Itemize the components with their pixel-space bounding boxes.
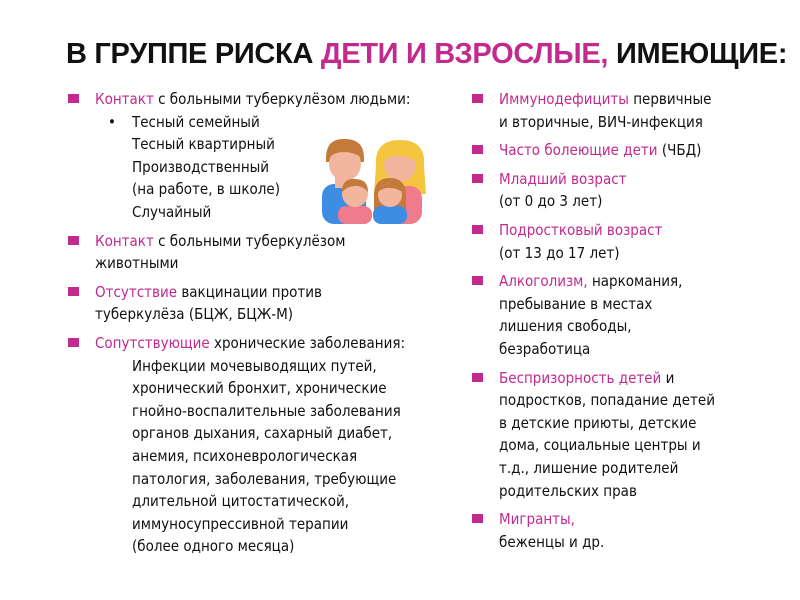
sub-item: иммуносупрессивной терапии [132, 514, 349, 533]
item-highlight: Подростковый возраст [499, 220, 663, 239]
item-highlight: Часто болеющие дети [499, 141, 658, 160]
item-highlight: Беспризорность детей [499, 368, 662, 387]
right-column [470, 88, 795, 559]
title-part1: В ГРУППЕ РИСКА [66, 38, 321, 70]
item-homelessness [470, 367, 795, 503]
item-young-age [470, 168, 795, 213]
sub-item: гнойно-воспалительные заболевания [132, 401, 401, 420]
girl-body [373, 206, 407, 224]
item-line: животными [95, 254, 179, 273]
item-text: и [661, 368, 675, 387]
sub-item-bullet: • Тесный семейный [95, 111, 456, 134]
item-no-vaccination [66, 281, 456, 326]
item-line: (от 13 до 17 лет) [499, 243, 620, 262]
item-alcoholism [470, 270, 795, 360]
item-text: вакцинации против [177, 282, 322, 301]
item-text: с больными туберкулёзом людьми: [153, 90, 411, 108]
sub-item: хронический бронхит, хронические [132, 379, 387, 398]
item-line: родительских прав [499, 481, 637, 500]
item-highlight: Отсутствие [95, 282, 178, 301]
item-highlight: Мигранты, [499, 510, 575, 529]
item-teen-age [470, 219, 795, 264]
sub-item: патология, заболевания, требующие [132, 469, 397, 488]
item-highlight: Контакт [95, 90, 154, 108]
item-highlight: Алкоголизм, [499, 272, 588, 291]
item-line: беженцы и др. [499, 532, 605, 551]
sub-item: (более одного месяца) [132, 537, 295, 556]
item-line: туберкулёза (БЦЖ, БЦЖ-М) [95, 305, 294, 324]
item-line: пребывание в местах [499, 294, 653, 313]
sub-item: (на работе, в школе) [132, 180, 280, 199]
item-text: хронические заболевания: [209, 333, 406, 352]
title-part2: ИМЕЮЩИЕ: [608, 38, 788, 70]
item-highlight: Контакт [95, 231, 154, 250]
item-text: первичные [628, 90, 712, 108]
sub-item: анемия, психоневрологическая [132, 446, 358, 465]
item-line: и вторичные, ВИЧ-инфекция [499, 112, 703, 131]
item-line: дома, социальные центры и [499, 436, 701, 455]
item-line: лишения свободы, [499, 317, 632, 336]
sub-item: длительной цитостатической, [132, 492, 350, 511]
sub-item: Случайный [132, 202, 212, 221]
title-highlight: ДЕТИ И ВЗРОСЛЫЕ, [320, 38, 609, 70]
sub-item: органов дыхания, сахарный диабет, [132, 424, 393, 443]
item-text: с больными туберкулёзом [153, 231, 346, 250]
item-comorbid [66, 332, 456, 558]
item-immunodeficiency [470, 88, 795, 133]
item-line: (от 0 до 3 лет) [499, 192, 603, 211]
item-contact-animals [66, 230, 456, 275]
item-highlight: Иммунодефициты [499, 90, 629, 108]
sub-item: Тесный квартирный [132, 135, 275, 154]
sub-item: Производственный [132, 157, 270, 176]
item-highlight: Сопутствующие [95, 333, 210, 352]
item-text: (ЧБД) [657, 141, 702, 160]
family-icon [318, 136, 452, 224]
item-line: в детские приюты, детские [499, 413, 697, 432]
item-line: безработица [499, 339, 591, 358]
page-title [66, 38, 786, 71]
item-frequently-ill [470, 139, 795, 162]
item-highlight: Младший возраст [499, 169, 627, 188]
item-line: подростков, попадание детей [499, 391, 715, 410]
boy-body [338, 206, 372, 224]
item-line: т.д., лишение родителей [499, 458, 679, 477]
item-migrants [470, 508, 795, 553]
sub-item: Инфекции мочевыводящих путей, [132, 356, 377, 375]
item-text: наркомания, [587, 272, 683, 291]
